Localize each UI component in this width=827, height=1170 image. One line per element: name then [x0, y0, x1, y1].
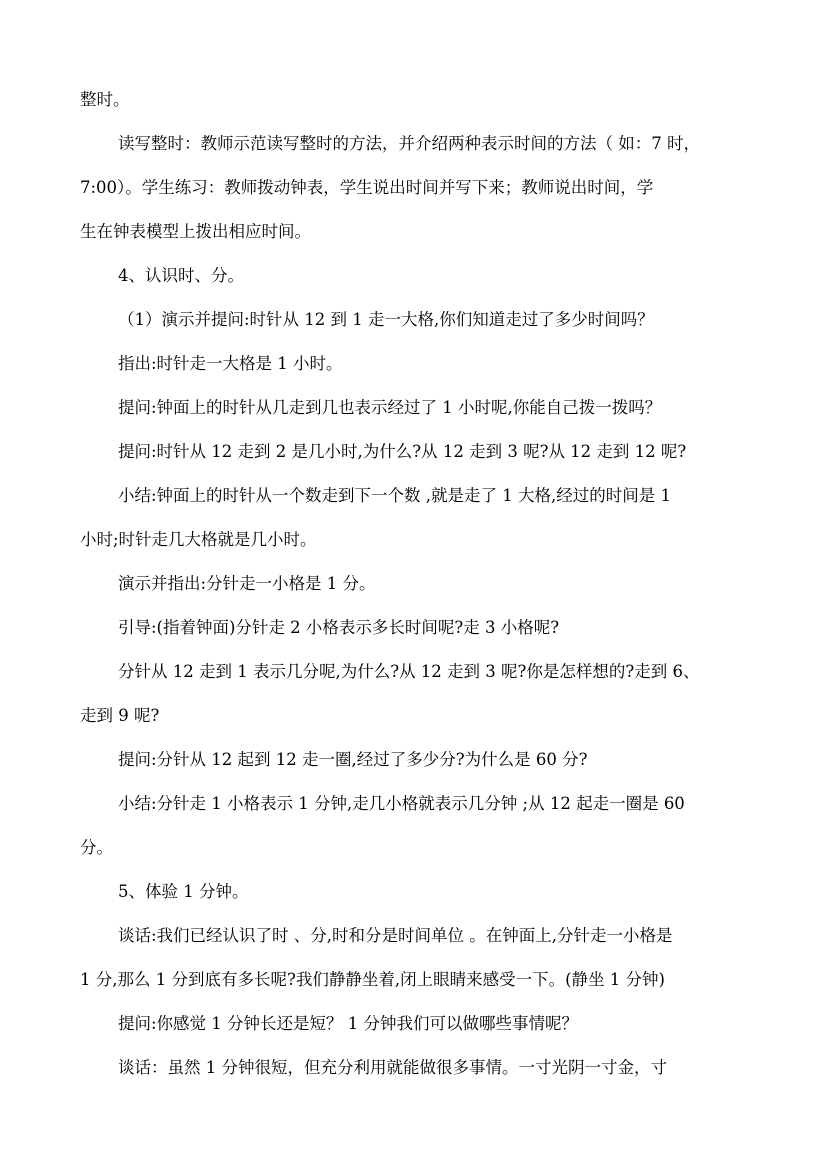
text-line: （1）演示并提问:时针从 12 到 1 走一大格,你们知道走过了多少时间吗？: [118, 310, 654, 329]
text-line: 分。: [80, 838, 113, 857]
text-line: 读写整时：教师示范读写整时的方法，并介绍两种表示时间的方法（ 如：7 时，: [118, 134, 700, 153]
text-line: 小结:分针走 1 小格表示 1 分钟,走几小格就表示几分钟 ;从 12 起走一圈是 60: [118, 794, 685, 813]
text-line: 分针从 12 走到 1 表示几分呢,为什么?从 12 走到 3 呢?你是怎样想的?走到 6、: [118, 662, 700, 681]
text-line: 谈话：虽然 1 分钟很短，但充分利用就能做很多事情。一寸光阴一寸金，寸: [118, 1058, 667, 1077]
text-line: 整时。: [80, 90, 130, 109]
text-line: 小时;时针走几大格就是几小时。: [80, 530, 317, 549]
text-line: 提问:时针从 12 走到 2 是几小时,为什么?从 12 走到 3 呢?从 12 走到 12 呢?: [118, 442, 687, 461]
text-line: 提问:钟面上的时针从几走到几也表示经过了 1 小时呢,你能自己拨一拨吗？: [118, 398, 662, 417]
text-line: 演示并指出:分针走一小格是 1 分。: [118, 574, 376, 593]
text-line: 提问:分针从 12 起到 12 走一圈,经过了多少分?为什么是 60 分?: [118, 750, 588, 769]
text-line: 小结:钟面上的时针从一个数走到下一个数 ,就是走了 1 大格,经过的时间是 1: [118, 486, 672, 505]
text-line: 引导:(指着钟面)分针走 2 小格表示多长时间呢?走 3 小格呢?: [118, 618, 560, 637]
text-line: 走到 9 呢?: [80, 706, 160, 725]
text-line: 生在钟表模型上拨出相应时间。: [80, 222, 311, 241]
section-heading: 4、认识时、分。: [118, 266, 244, 285]
text-line: 提问:你感觉 1 分钟长还是短？ 1 分钟我们可以做哪些事情呢？: [118, 1014, 579, 1033]
text-line: 谈话:我们已经认识了时 、分,时和分是时间单位 。在钟面上,分针走一小格是: [118, 926, 673, 945]
text-line: 指出:时针走一大格是 1 小时。: [118, 354, 343, 373]
section-heading: 5、体验 1 分钟。: [118, 882, 249, 901]
text-line: 7:00）。学生练习：教师拨动钟表，学生说出时间并写下来；教师说出时间，学: [80, 178, 654, 197]
text-line: 1 分,那么 1 分到底有多长呢?我们静静坐着,闭上眼睛来感受一下。(静坐 1 分钟): [80, 970, 665, 989]
